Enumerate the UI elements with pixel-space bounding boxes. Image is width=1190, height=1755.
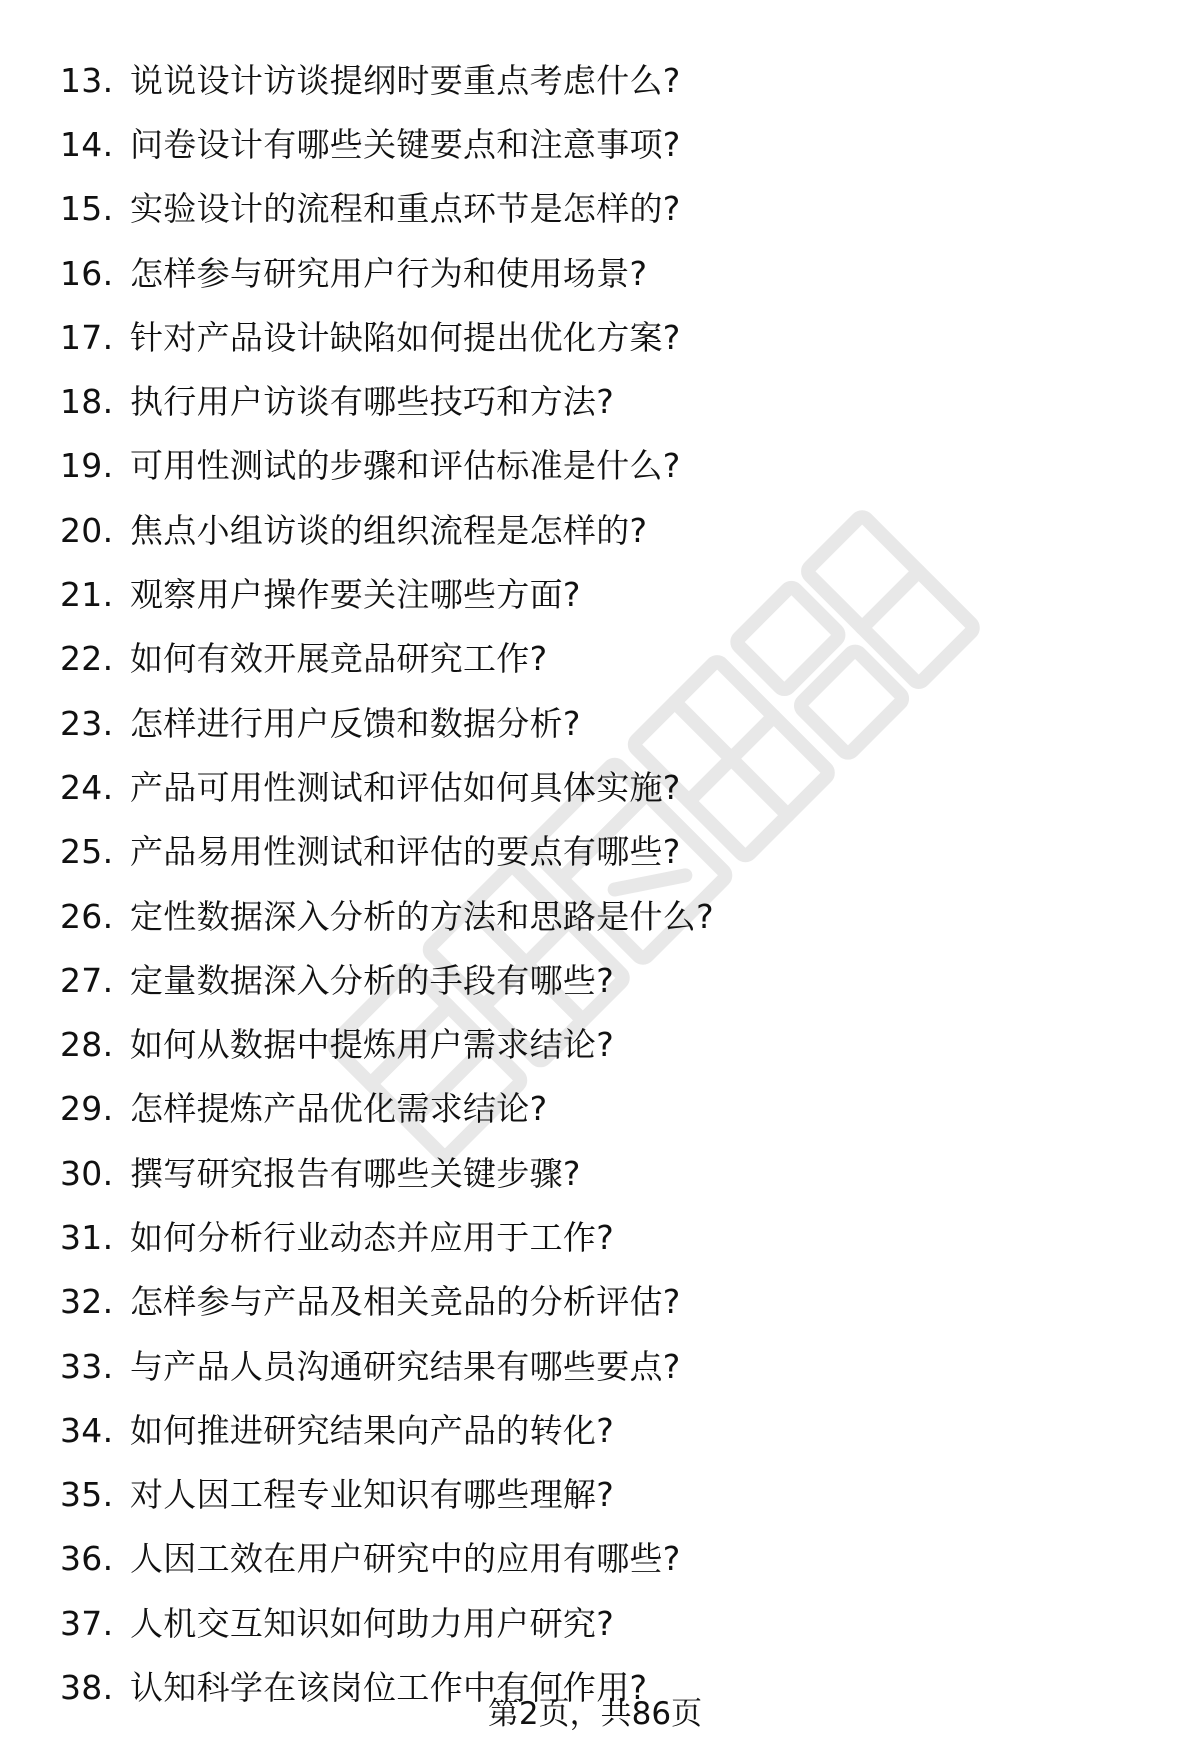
list-item (60, 691, 1140, 755)
question-text: 观察用户操作要关注哪些方面? (130, 575, 581, 615)
question-number: 26. (60, 896, 114, 936)
question-number: 19. (60, 446, 114, 486)
question-number: 27. (60, 960, 114, 1000)
list-item (60, 948, 1140, 1012)
question-number: 16. (60, 253, 114, 293)
question-text: 人因工效在用户研究中的应用有哪些? (130, 1539, 681, 1579)
list-item (60, 884, 1140, 948)
list-item (60, 241, 1140, 305)
list-item (60, 1591, 1140, 1655)
list-item (60, 48, 1140, 112)
page-number-footer: 第2页，共86页 (487, 1696, 703, 1732)
question-number: 18. (60, 382, 114, 422)
question-text: 认知科学在该岗位工作中有何作用? (130, 1668, 648, 1708)
question-number: 25. (60, 832, 114, 872)
question-text: 如何有效开展竞品研究工作? (130, 639, 548, 679)
question-number: 34. (60, 1410, 114, 1450)
list-item (60, 627, 1140, 691)
question-number: 24. (60, 767, 114, 807)
list-item (60, 1463, 1140, 1527)
question-text: 实验设计的流程和重点环节是怎样的? (130, 189, 681, 229)
question-text: 可用性测试的步骤和评估标准是什么? (130, 446, 681, 486)
question-number: 36. (60, 1539, 114, 1579)
question-list (60, 48, 1140, 1720)
question-text: 怎样进行用户反馈和数据分析? (130, 703, 581, 743)
list-item (60, 820, 1140, 884)
list-item (60, 1334, 1140, 1398)
question-number: 35. (60, 1475, 114, 1515)
list-item (60, 434, 1140, 498)
question-text: 如何分析行业动态并应用于工作? (130, 1217, 615, 1257)
list-item (60, 1141, 1140, 1205)
question-number: 20. (60, 510, 114, 550)
question-text: 定量数据深入分析的手段有哪些? (130, 960, 615, 1000)
question-text: 产品可用性测试和评估如何具体实施? (130, 767, 681, 807)
question-text: 产品易用性测试和评估的要点有哪些? (130, 832, 681, 872)
question-number: 38. (60, 1668, 114, 1708)
list-item (60, 755, 1140, 819)
question-number: 14. (60, 124, 114, 164)
question-number: 28. (60, 1025, 114, 1065)
list-item (60, 369, 1140, 433)
list-item (60, 1077, 1140, 1141)
list-item (60, 1012, 1140, 1076)
list-item (60, 1398, 1140, 1462)
list-item (60, 498, 1140, 562)
question-number: 37. (60, 1603, 114, 1643)
list-item (60, 112, 1140, 176)
list-item (60, 562, 1140, 626)
question-text: 焦点小组访谈的组织流程是怎样的? (130, 510, 648, 550)
question-text: 怎样参与研究用户行为和使用场景? (130, 253, 648, 293)
list-item (60, 305, 1140, 369)
question-text: 如何从数据中提炼用户需求结论? (130, 1025, 615, 1065)
question-text: 说说设计访谈提纲时要重点考虑什么? (130, 60, 681, 100)
list-item (60, 177, 1140, 241)
question-text: 定性数据深入分析的方法和思路是什么? (130, 896, 714, 936)
list-item (60, 1270, 1140, 1334)
question-number: 13. (60, 60, 114, 100)
question-text: 怎样参与产品及相关竞品的分析评估? (130, 1282, 681, 1322)
question-number: 29. (60, 1089, 114, 1129)
question-number: 21. (60, 575, 114, 615)
list-item (60, 1527, 1140, 1591)
question-number: 31. (60, 1217, 114, 1257)
question-text: 与产品人员沟通研究结果有哪些要点? (130, 1346, 681, 1386)
question-text: 对人因工程专业知识有哪些理解? (130, 1475, 615, 1515)
question-number: 33. (60, 1346, 114, 1386)
question-number: 17. (60, 317, 114, 357)
question-number: 32. (60, 1282, 114, 1322)
question-text: 问卷设计有哪些关键要点和注意事项? (130, 124, 681, 164)
question-text: 执行用户访谈有哪些技巧和方法? (130, 382, 615, 422)
question-text: 如何推进研究结果向产品的转化? (130, 1410, 615, 1450)
question-number: 30. (60, 1153, 114, 1193)
question-number: 22. (60, 639, 114, 679)
question-text: 针对产品设计缺陷如何提出优化方案? (130, 317, 681, 357)
question-number: 15. (60, 189, 114, 229)
question-text: 怎样提炼产品优化需求结论? (130, 1089, 548, 1129)
question-text: 人机交互知识如何助力用户研究? (130, 1603, 615, 1643)
question-number: 23. (60, 703, 114, 743)
question-text: 撰写研究报告有哪些关键步骤? (130, 1153, 581, 1193)
list-item (60, 1205, 1140, 1269)
